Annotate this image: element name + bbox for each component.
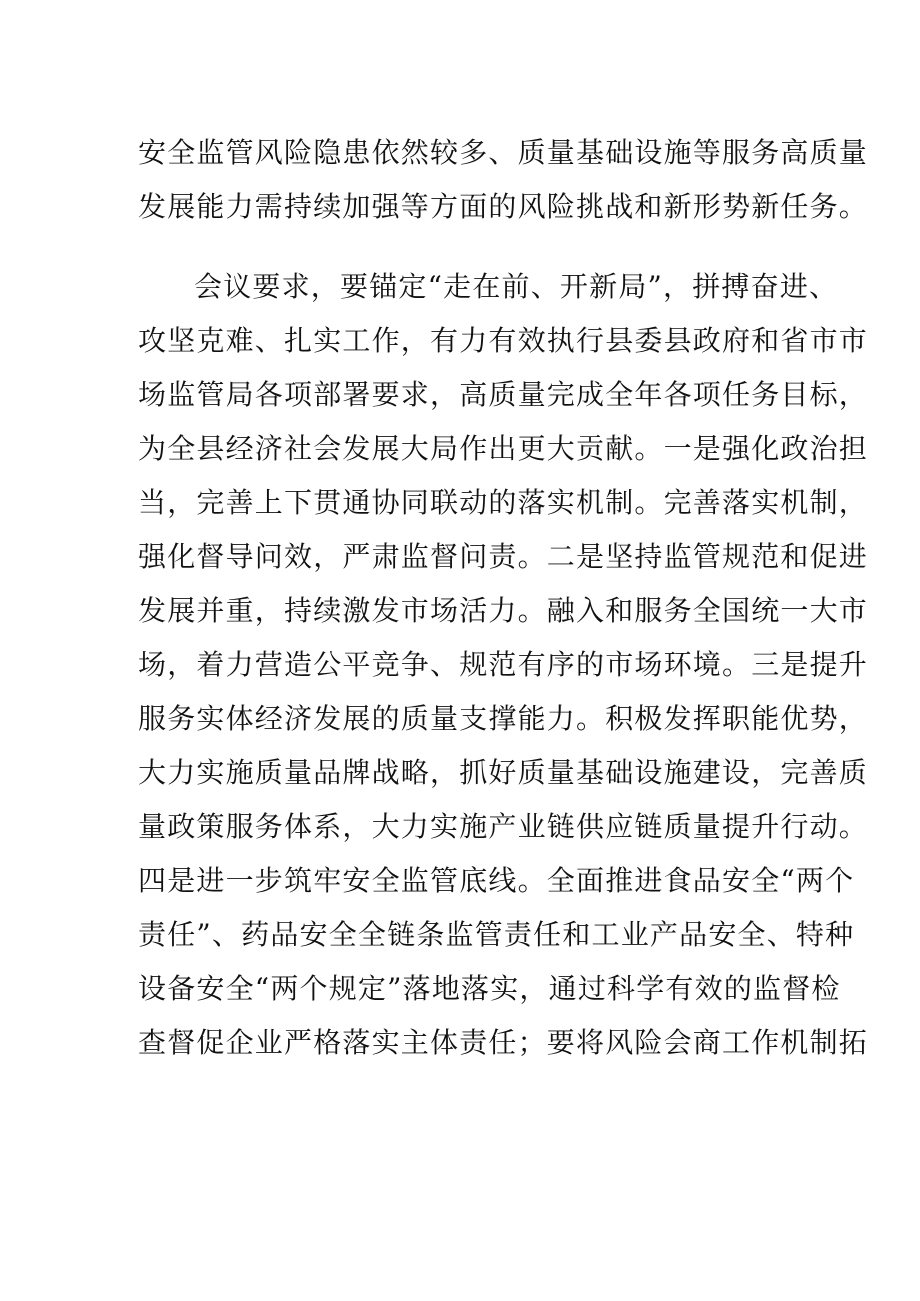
- text-line: 为全县经济社会发展大局作出更大贡献。一是强化政治担: [138, 432, 869, 465]
- paragraph-gap: [138, 234, 788, 260]
- text-line: 查督促企业严格落实主体责任；要将风险会商工作机制拓: [138, 1026, 869, 1059]
- paragraph-2: [138, 260, 869, 1124]
- text-line: 安全监管风险隐患依然较多、质量基础设施等服务高质量: [138, 136, 869, 169]
- text-line: 强化督导问效，严肃监督问责。二是坚持监管规范和促进: [138, 540, 869, 573]
- paragraph-1: [138, 126, 869, 234]
- text-line: [138, 1070, 788, 1124]
- text-line: 当，完善上下贯通协同联动的落实机制。完善落实机制，: [138, 486, 869, 519]
- text-line: 大力实施质量品牌战略，抓好质量基础设施建设，完善质: [138, 756, 869, 789]
- text-line: 设备安全“两个规定”落地落实，通过科学有效的监督检: [138, 972, 841, 1005]
- text-line: 攻坚克难、扎实工作，有力有效执行县委县政府和省市市: [138, 324, 869, 357]
- text-line: 发展并重，持续激发市场活力。融入和服务全国统一大市: [138, 594, 869, 627]
- text-line: 四是进一步筑牢安全监管底线。全面推进食品安全“两个: [138, 864, 855, 897]
- text-line: 发展能力需持续加强等方面的风险挑战和新形势新任务。: [138, 190, 869, 223]
- text-line: 场监管局各项部署要求，高质量完成全年各项任务目标，: [138, 378, 869, 411]
- document-body: [138, 126, 869, 1124]
- text-line: 量政策服务体系，大力实施产业链供应链质量提升行动。: [138, 810, 869, 843]
- text-line: 场，着力营造公平竞争、规范有序的市场环境。三是提升: [138, 648, 869, 681]
- text-line: 服务实体经济发展的质量支撑能力。积极发挥职能优势，: [138, 702, 869, 735]
- text-line: 责任”、药品安全全链条监管责任和工业产品安全、特种: [138, 918, 855, 951]
- text-line-indented: 会议要求，要锚定“走在前、开新局”，拼搏奋进、: [194, 270, 839, 303]
